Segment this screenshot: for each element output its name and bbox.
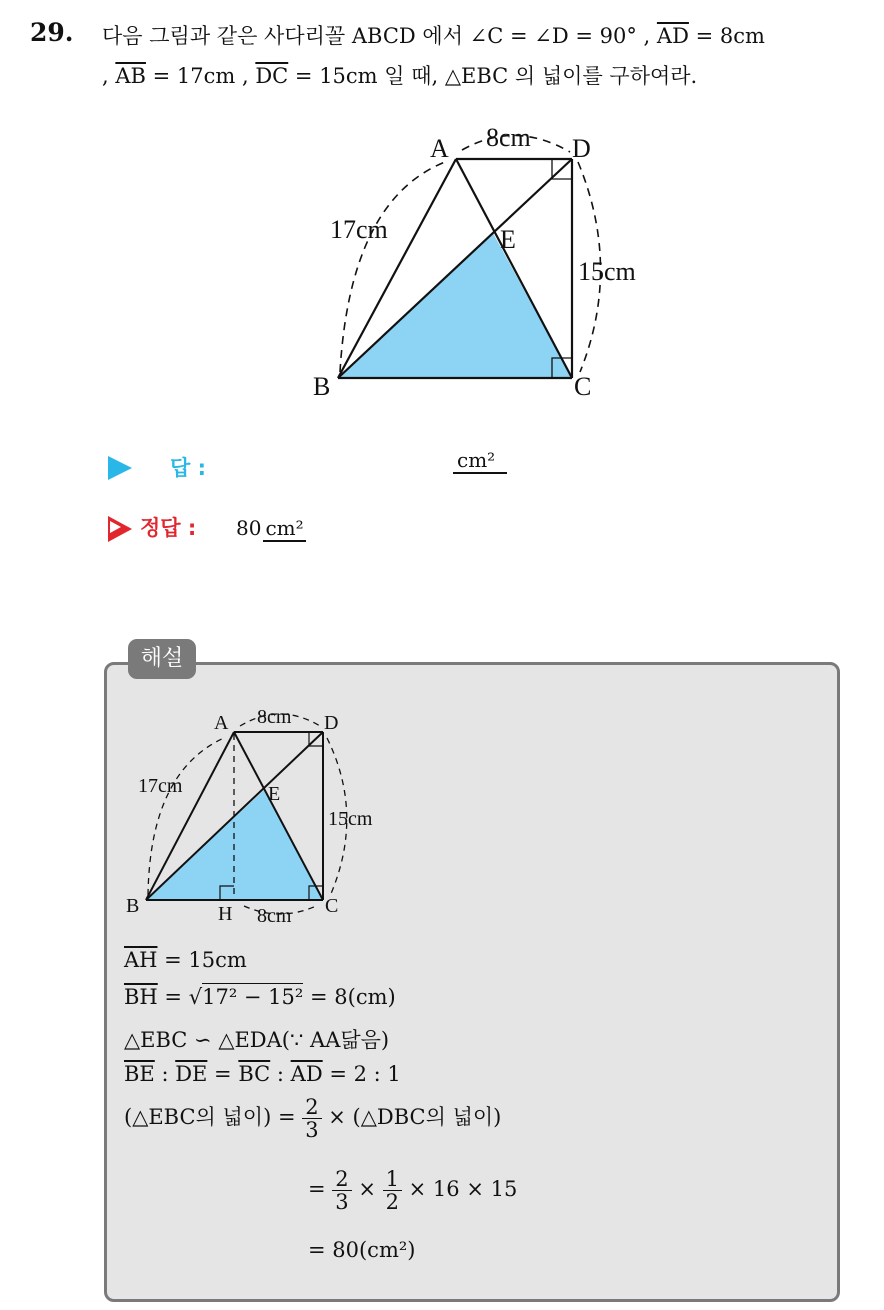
times-sign: × xyxy=(351,1177,383,1202)
fraction-numerator: 2 xyxy=(332,1168,351,1191)
label-b: B xyxy=(126,895,140,917)
fraction-denominator: 3 xyxy=(305,1118,319,1143)
solution-line-3: △EBC ∽ △EDA(∵ AA닮음) xyxy=(124,1028,390,1052)
correct-unit: cm² xyxy=(265,516,304,540)
solution-text: (△EBC의 넓이) = xyxy=(124,1105,303,1130)
question-number: 29. xyxy=(30,18,74,47)
question-text: = 17cm , xyxy=(145,64,256,88)
solution-line-4 xyxy=(124,1062,401,1086)
solution-figure xyxy=(120,700,400,935)
label-h: H xyxy=(218,903,233,925)
ratio-colon: : xyxy=(154,1062,176,1086)
segment-de: $\overline{DE}$ xyxy=(175,1062,208,1086)
solution-line-5 xyxy=(124,1096,501,1141)
segment-ah: $\overline{AH}$ xyxy=(124,948,158,972)
ratio-colon: : xyxy=(270,1062,291,1086)
sqrt-symbol: √ xyxy=(188,985,203,1009)
answer-label: 답 : xyxy=(170,456,206,480)
segment-ad: $\overline{AD}$ xyxy=(290,1062,323,1086)
label-8cm-bottom: 8cm xyxy=(257,905,292,927)
solution-text: × 16 × 15 xyxy=(401,1177,518,1202)
label-8cm-top: 8cm xyxy=(257,706,292,728)
segment-bc: $\overline{BC}$ xyxy=(238,1062,271,1086)
label-e: E xyxy=(500,225,516,254)
sqrt-radicand: 17² − 15² xyxy=(202,985,304,1009)
question-text: 다음 그림과 같은 사다리꼴 ABCD 에서 ∠C = ∠D = 90° , xyxy=(102,24,657,48)
question-text: = 8cm xyxy=(688,24,765,48)
solution-tab: 해설 xyxy=(128,639,196,679)
label-17cm: 17cm xyxy=(330,215,388,244)
trapezoid-figure xyxy=(300,120,680,410)
solution-text: = 8(cm) xyxy=(303,985,396,1009)
solution-line-7: = 80(cm²) xyxy=(308,1238,416,1262)
question-text: , xyxy=(102,64,116,88)
solution-line-2 xyxy=(124,985,396,1009)
fraction-numerator: 2 xyxy=(302,1096,321,1119)
label-15cm: 15cm xyxy=(328,808,373,830)
label-d: D xyxy=(324,712,339,734)
question-text-line1 xyxy=(102,20,765,50)
label-c: C xyxy=(574,372,592,401)
correct-answer-label: 정답 : xyxy=(140,516,197,540)
solution-text: × (△DBC의 넓이) xyxy=(321,1105,502,1130)
segment-ad: $\overline{AD}$ xyxy=(656,24,689,48)
label-d: D xyxy=(572,134,591,163)
segment-bh: $\overline{BH}$ xyxy=(124,985,158,1009)
solution-line-1 xyxy=(124,948,247,972)
solution-text: = 15cm xyxy=(157,948,247,972)
segment-ab: $\overline{AB}$ xyxy=(115,64,146,88)
label-a: A xyxy=(430,134,449,163)
solution-line-6 xyxy=(308,1168,517,1213)
equals-sign: = xyxy=(308,1177,333,1202)
fraction-denominator: 2 xyxy=(385,1190,399,1215)
label-17cm: 17cm xyxy=(138,775,183,797)
label-15cm: 15cm xyxy=(578,257,636,286)
label-8cm: 8cm xyxy=(486,123,531,152)
fraction-2-3 xyxy=(302,1096,321,1141)
fraction-denominator: 3 xyxy=(335,1190,349,1215)
label-c: C xyxy=(325,895,339,917)
question-text-line2 xyxy=(102,60,697,90)
triangle-ebc-fill xyxy=(338,233,572,378)
solution-text: = xyxy=(157,985,189,1009)
fraction-numerator: 1 xyxy=(383,1168,402,1191)
outline-arrow-icon-inner xyxy=(110,521,121,533)
equals-sign: = xyxy=(207,1062,239,1086)
question-text: = 15cm 일 때, △EBC 의 넓이를 구하여라. xyxy=(288,64,698,88)
solution-text: = 2 : 1 xyxy=(322,1062,401,1086)
label-a: A xyxy=(214,712,229,734)
segment-be: $\overline{BE}$ xyxy=(124,1062,155,1086)
play-arrow-icon xyxy=(108,456,132,480)
segment-dc: $\overline{DC}$ xyxy=(255,64,289,88)
correct-value: 80 xyxy=(236,516,262,540)
fraction-1-2 xyxy=(383,1168,402,1213)
fraction-2-3 xyxy=(332,1168,351,1213)
answer-input[interactable]: cm² xyxy=(453,448,507,474)
correct-answer-value xyxy=(236,516,306,540)
label-b: B xyxy=(313,372,331,401)
label-e: E xyxy=(268,783,281,805)
